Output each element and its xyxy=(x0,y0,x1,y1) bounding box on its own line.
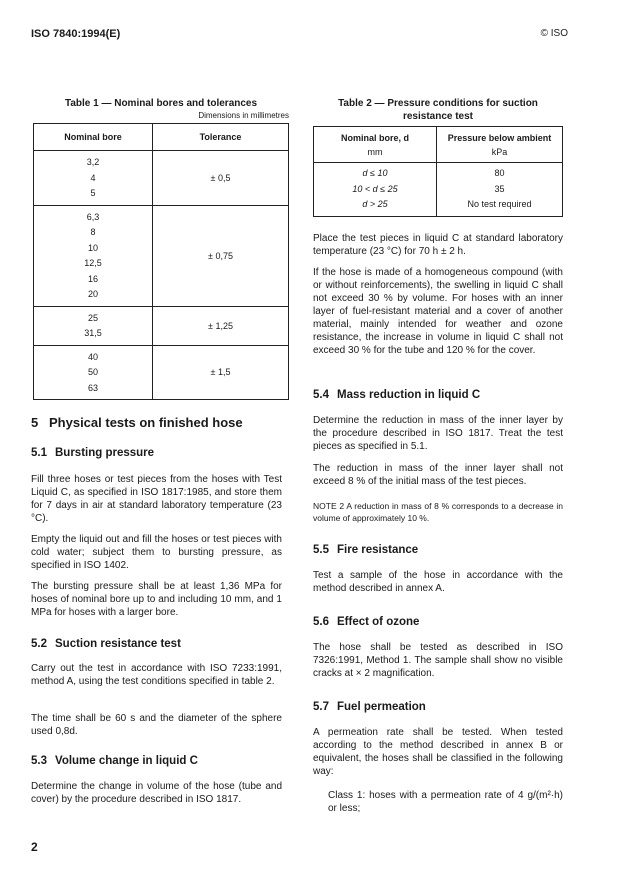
table1-bore-value: 6,3 xyxy=(86,211,100,222)
section-5-4-heading xyxy=(313,389,480,401)
section-5-1-number: 5.1 xyxy=(31,447,47,459)
section-5-2-title: Suction resistance test xyxy=(55,638,181,650)
table1-bore-cell xyxy=(34,345,153,400)
table1-tolerance-value: ± 0,75 xyxy=(153,205,289,306)
table1-bore-value: 3,2 xyxy=(86,157,100,167)
table1-bore-value: 5 xyxy=(90,188,96,198)
table2-row-bore: 10 < d ≤ 25 xyxy=(352,183,398,194)
table2-header-bore-label: Nominal bore, d xyxy=(340,132,409,143)
table1-subcaption: Dimensions in millimetres xyxy=(198,111,289,120)
section-5-6-title: Effect of ozone xyxy=(337,616,420,628)
table2-caption-line2: resistance test xyxy=(402,111,474,122)
table2-pressure-cell xyxy=(437,163,563,217)
section-5-5-heading xyxy=(313,544,418,556)
table1-bore-value: 8 xyxy=(90,227,96,237)
table2-header-bore-unit: mm xyxy=(367,146,383,157)
section-5-4-title: Mass reduction in liquid C xyxy=(337,389,481,401)
section-5-number: 5 xyxy=(31,415,39,430)
table2-row-pressure: 80 xyxy=(494,168,505,179)
section-5-3-number: 5.3 xyxy=(31,755,47,767)
section-5-6-para-1: The hose shall be tested as described in ISO 7326:1991, Method 1. The sample shall show no visible cracks at × 2 magnification. xyxy=(313,642,563,679)
section-5-3-title: Volume change in liquid C xyxy=(55,755,198,767)
table1-tolerance-value: ± 1,25 xyxy=(153,306,289,345)
table1-bore-value: 50 xyxy=(87,367,98,377)
table2-caption-line1: Table 2 — Pressure conditions for suction xyxy=(338,98,538,109)
table1-bore-value: 31,5 xyxy=(84,328,102,338)
table1-caption: Table 1 — Nominal bores and tolerances xyxy=(64,98,258,109)
section-5-5-title: Fire resistance xyxy=(337,544,419,556)
table1-bore-value: 63 xyxy=(87,382,98,393)
section-5-2-heading xyxy=(31,638,181,650)
section-5-6-heading xyxy=(313,616,419,628)
table2-bore-cell xyxy=(314,163,437,217)
table1-bore-value: 10 xyxy=(87,242,98,253)
table1-header-bore: Nominal bore xyxy=(34,124,153,151)
section-5-7-number: 5.7 xyxy=(313,701,329,713)
section-5-3-heading xyxy=(31,755,198,767)
section-5-7-class-1: Class 1: hoses with a permeation rate of 4 g/(m²·h) or less; xyxy=(328,790,563,814)
table2-row-bore: d > 25 xyxy=(362,199,388,210)
section-5-2-para-2: The time shall be 60 s and the diameter of the sphere used 0,8d. xyxy=(31,713,282,737)
section-5-3-para-1: Determine the change in volume of the hose (tube and cover) by the procedure described in ISO 1817. xyxy=(31,781,282,805)
section-5-7-title: Fuel permeation xyxy=(337,701,426,713)
table2-header-pressure xyxy=(437,127,563,163)
section-5-7-para-1: A permeation rate shall be tested. When tested according to the method described in annex B or equivalent, the hoses shall be classified in the following way: xyxy=(313,727,563,777)
table2-header-pressure-unit: kPa xyxy=(491,146,508,157)
table1-bore-value: 4 xyxy=(90,172,96,183)
table2 xyxy=(313,126,563,217)
table1-bore-value: 20 xyxy=(87,289,98,299)
section-5-2-number: 5.2 xyxy=(31,638,47,650)
table1-bore-value: 25 xyxy=(87,312,98,323)
table1-bore-value: 16 xyxy=(87,273,98,284)
table2-header-pressure-label: Pressure below ambient xyxy=(447,132,552,143)
table1 xyxy=(33,123,289,400)
table1-bore-value: 12,5 xyxy=(84,258,102,268)
swelling-requirements-para: If the hose is made of a homogeneous compound (with or without reinforcements), the swelling in liquid C shall not exceed 30 % by volume. For hoses with an inner layer of fuel-resistant material and a cover of another material, mainly intended for weather and ozone resistance, the increase in volume in liquid C shall not exceed 30 % for the tube and 120 % for the cover. xyxy=(313,267,563,356)
table1-row-group xyxy=(34,151,289,206)
table2-row-pressure: 35 xyxy=(494,183,505,194)
iso-copyright-mark: © ISO xyxy=(540,28,568,39)
table1-row-group xyxy=(34,306,289,345)
section-5-4-note: NOTE 2 A reduction in mass of 8 % corresponds to a decrease in volume of approximately 10 %. xyxy=(313,501,563,523)
table1-header-tolerance: Tolerance xyxy=(153,124,289,151)
table2-header-bore xyxy=(314,127,437,163)
table1-row-group xyxy=(34,205,289,306)
table1-tolerance-value: ± 1,5 xyxy=(153,345,289,400)
section-5-4-number: 5.4 xyxy=(313,389,329,401)
section-5-4-para-1: Determine the reduction in mass of the inner layer by the procedure described in ISO 1817. Treat the test pieces as specified in 5.1. xyxy=(313,415,563,452)
section-5-1-para-1: Fill three hoses or test pieces from the hoses with Test Liquid C, as specified in ISO 1817:1985, and store them for 7 days in air at standard laboratory temperature (23 °C). xyxy=(31,474,282,524)
section-5-heading xyxy=(31,415,243,430)
section-5-title: Physical tests on finished hose xyxy=(49,415,243,430)
table1-bore-cell xyxy=(34,151,153,206)
section-5-1-para-3: The bursting pressure shall be at least 1,36 MPa for hoses of nominal bore up to and including 10 mm, and 1 MPa for hoses with a larger bore. xyxy=(31,581,282,618)
page-number: 2 xyxy=(31,840,38,854)
table1-row-group xyxy=(34,345,289,400)
section-5-5-para-1: Test a sample of the hose in accordance with the method described in annex A. xyxy=(313,570,563,594)
section-5-7-heading xyxy=(313,701,426,713)
liquid-c-placement-para: Place the test pieces in liquid C at standard laboratory temperature (23 °C) for 70 h ± 2 h. xyxy=(313,233,563,257)
section-5-5-number: 5.5 xyxy=(313,544,329,556)
table1-tolerance-value: ± 0,5 xyxy=(153,151,289,206)
section-5-1-para-2: Empty the liquid out and fill the hoses or test pieces with cold water; subject them to bursting pressure, as specified in ISO 1402. xyxy=(31,534,282,571)
table2-row-bore: d ≤ 10 xyxy=(362,168,388,179)
section-5-4-para-2: The reduction in mass of the inner layer shall not exceed 8 % of the initial mass of the test pieces. xyxy=(313,463,563,487)
section-5-1-heading xyxy=(31,447,154,459)
section-5-2-para-1: Carry out the test in accordance with ISO 7233:1991, method A, using the test conditions specified in table 2. xyxy=(31,663,282,687)
document-id: ISO 7840:1994(E) xyxy=(31,28,121,40)
section-5-6-number: 5.6 xyxy=(313,616,329,628)
table1-bore-cell xyxy=(34,205,153,306)
section-5-1-title: Bursting pressure xyxy=(55,447,155,459)
table1-bore-value: 40 xyxy=(87,351,98,362)
table1-bore-cell xyxy=(34,306,153,345)
table2-row-pressure: No test required xyxy=(467,199,532,210)
table2-caption xyxy=(313,97,563,123)
